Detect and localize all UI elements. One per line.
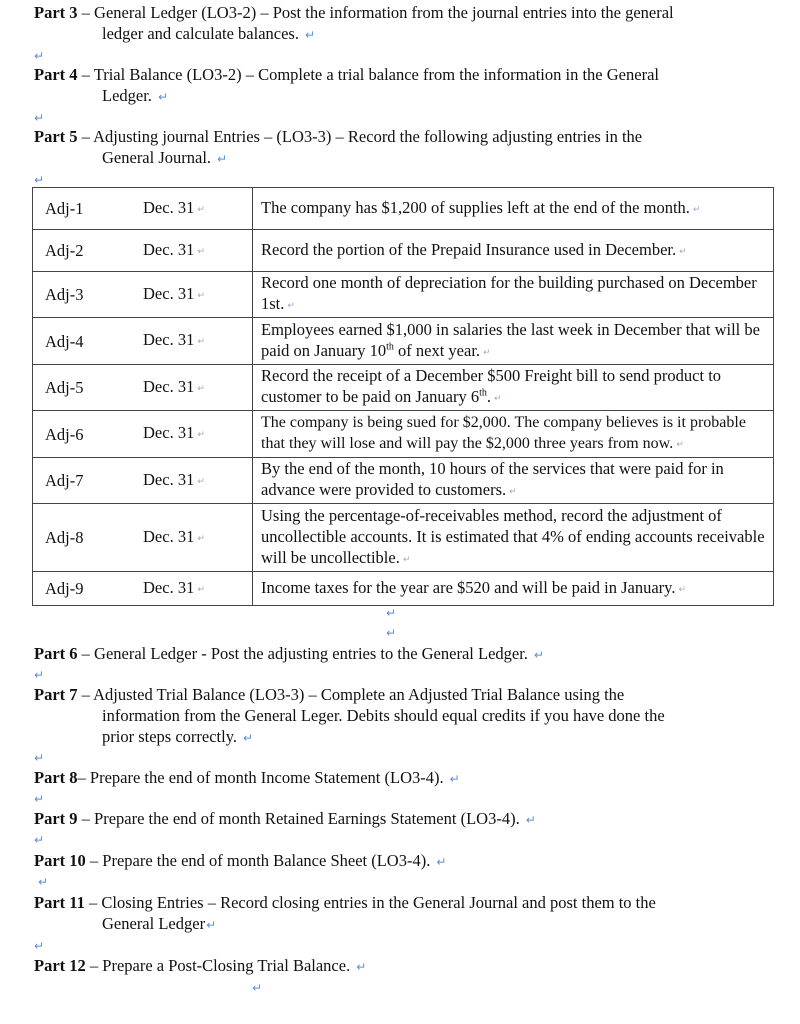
- part-text: – Adjusting journal Entries – (LO3-3) – Record the following adjusting entries in the: [77, 127, 643, 146]
- part-label: Part 6: [34, 644, 78, 663]
- paragraph-mark-icon: ↵: [206, 918, 217, 932]
- adj-desc: Record the receipt of a December $500 Freight bill to send product to customer to be paid on January 6th. ↵: [253, 365, 774, 411]
- adj-date: Dec. 31 ↵: [129, 318, 253, 365]
- adj-id: Adj-3: [33, 272, 130, 318]
- adj-id: Adj-1: [33, 188, 130, 230]
- adj-desc: Using the percentage-of-receivables method, record the adjustment of uncollectible accounts. It is estimated that 4% of ending accounts receivable will be uncollectible. ↵: [253, 504, 774, 572]
- part-text-cont: ledger and calculate balances.: [102, 24, 299, 43]
- adj-id: Adj-7: [33, 458, 130, 504]
- table-row: [33, 458, 774, 504]
- part-text-cont: Ledger.: [102, 86, 152, 105]
- part-11: [34, 892, 774, 936]
- adj-desc: Record one month of depreciation for the building purchased on December 1st. ↵: [253, 272, 774, 318]
- paragraph-mark-icon: ↵: [533, 648, 544, 662]
- adj-date: Dec. 31 ↵: [129, 572, 253, 606]
- part-text: – Adjusted Trial Balance (LO3-3) – Complete an Adjusted Trial Balance using the: [77, 685, 625, 704]
- adj-date: Dec. 31 ↵: [129, 188, 253, 230]
- part-text: – Prepare the end of month Retained Earnings Statement (LO3-4).: [77, 809, 520, 828]
- adj-desc: The company is being sued for $2,000. The company believes is it probable that they will lose and will pay the $2,000 three years from now. ↵: [253, 411, 774, 458]
- part-5: [34, 126, 774, 170]
- table-row: [33, 272, 774, 318]
- part-text-cont: prior steps correctly.: [102, 727, 238, 746]
- table-row: [33, 188, 774, 230]
- part-text-cont: General Ledger: [102, 914, 206, 933]
- part-text: – Prepare a Post-Closing Trial Balance.: [85, 956, 351, 975]
- adj-desc: Record the portion of the Prepaid Insurance used in December. ↵: [253, 230, 774, 272]
- part-label: Part 11: [34, 893, 85, 912]
- part-4: [34, 64, 774, 108]
- part-text: – Prepare the end of month Balance Sheet (LO3-4).: [85, 851, 431, 870]
- table-row: [33, 411, 774, 458]
- part-label: Part 7: [34, 685, 78, 704]
- part-label: Part 12: [34, 956, 86, 975]
- adj-desc: By the end of the month, 10 hours of the services that were paid for in advance were provided to customers. ↵: [253, 458, 774, 504]
- part-text: – Prepare the end of month Income Statement (LO3-4).: [77, 768, 444, 787]
- part-10: [34, 850, 774, 873]
- part-label: Part 5: [34, 127, 78, 146]
- adj-date: Dec. 31 ↵: [129, 365, 253, 411]
- table-row: [33, 504, 774, 572]
- adj-date: Dec. 31 ↵: [129, 411, 253, 458]
- part-label: Part 3: [34, 3, 78, 22]
- paragraph-mark-icon: ↵: [34, 668, 45, 682]
- paragraph-mark-icon: ↵: [34, 111, 45, 125]
- adj-date: Dec. 31 ↵: [129, 230, 253, 272]
- part-12: [34, 955, 774, 978]
- part-label: Part 8: [34, 768, 78, 787]
- table-row: [33, 572, 774, 606]
- table-row: [33, 318, 774, 365]
- part-6: [34, 643, 774, 666]
- part-text: – Trial Balance (LO3-2) – Complete a trial balance from the information in the General: [77, 65, 659, 84]
- part-label: Part 4: [34, 65, 78, 84]
- part-text: – General Ledger (LO3-2) – Post the information from the journal entries into the general: [77, 3, 674, 22]
- paragraph-mark-icon: ↵: [436, 855, 447, 869]
- adj-date: Dec. 31 ↵: [129, 458, 253, 504]
- paragraph-mark-icon: ↵: [34, 833, 45, 847]
- adj-id: Adj-2: [33, 230, 130, 272]
- table-row: [33, 365, 774, 411]
- part-7: [34, 684, 774, 749]
- paragraph-mark-icon: ↵: [243, 731, 254, 745]
- adj-desc: Income taxes for the year are $520 and will be paid in January. ↵: [253, 572, 774, 606]
- part-text: – Closing Entries – Record closing entries in the General Journal and post them to the: [84, 893, 656, 912]
- part-3: [34, 2, 774, 46]
- table-row: [33, 230, 774, 272]
- paragraph-mark-icon: ↵: [252, 981, 263, 995]
- paragraph-mark-icon: ↵: [386, 626, 397, 640]
- part-text-cont: General Journal.: [102, 148, 212, 167]
- adj-date: Dec. 31 ↵: [129, 272, 253, 318]
- paragraph-mark-icon: ↵: [34, 173, 45, 187]
- paragraph-mark-icon: ↵: [34, 751, 45, 765]
- paragraph-mark-icon: ↵: [34, 49, 45, 63]
- paragraph-mark-icon: ↵: [449, 772, 460, 786]
- paragraph-mark-icon: ↵: [525, 813, 536, 827]
- adj-id: Adj-5: [33, 365, 130, 411]
- paragraph-mark-icon: ↵: [34, 792, 45, 806]
- part-label: Part 10: [34, 851, 86, 870]
- part-9: [34, 808, 774, 831]
- part-text: – General Ledger - Post the adjusting entries to the General Ledger.: [77, 644, 528, 663]
- part-8: [34, 767, 774, 790]
- paragraph-mark-icon: ↵: [38, 875, 49, 889]
- adj-id: Adj-8: [33, 504, 130, 572]
- adj-id: Adj-9: [33, 572, 130, 606]
- adj-id: Adj-4: [33, 318, 130, 365]
- adj-id: Adj-6: [33, 411, 130, 458]
- paragraph-mark-icon: ↵: [34, 939, 45, 953]
- adj-desc: The company has $1,200 of supplies left at the end of the month. ↵: [253, 188, 774, 230]
- paragraph-mark-icon: ↵: [386, 606, 397, 620]
- paragraph-mark-icon: ↵: [304, 28, 316, 42]
- adj-date: Dec. 31 ↵: [129, 504, 253, 572]
- paragraph-mark-icon: ↵: [157, 90, 168, 104]
- adjustments-table: [32, 187, 774, 606]
- part-text-cont: information from the General Leger. Debits should equal credits if you have done the: [102, 706, 665, 725]
- paragraph-mark-icon: ↵: [356, 960, 367, 974]
- part-label: Part 9: [34, 809, 78, 828]
- adj-desc: Employees earned $1,000 in salaries the last week in December that will be paid on January 10th of next year. ↵: [253, 318, 774, 365]
- paragraph-mark-icon: ↵: [217, 152, 228, 166]
